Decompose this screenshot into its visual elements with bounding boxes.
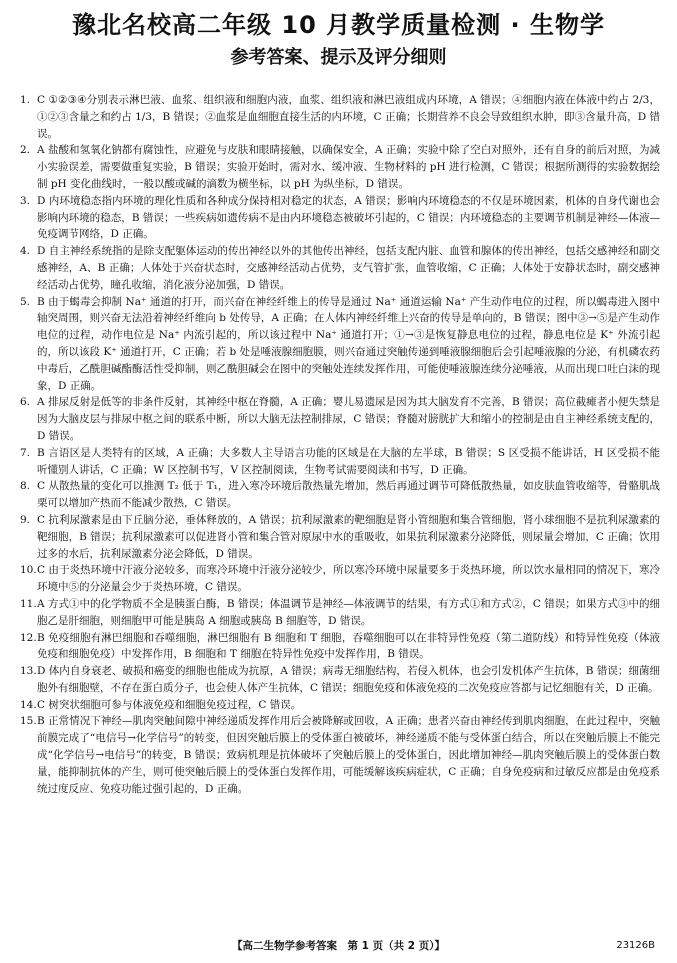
answer-text: C 抗利尿激素是由下丘脑分泌，垂体释放的，A 错误；抗利尿激素的靶细胞是肾小管细胞和集合管细胞，肾小球细胞不是抗利尿激素的靶细胞，B 错误；抗利尿激素可以促进肾小管和集合管对原尿中水的重吸收，如果抗利尿激素分泌降低，则尿量会增加，C 正确；饮用过多的水后，抗利尿激素分泌会降低，D 错误。 [37,513,660,560]
page-footer [0,938,677,954]
answer-text: A 排尿反射是低等的非条件反射，其神经中枢在脊髓，A 正确；婴儿易遗尿是因为其大脑发育不完善，B 错误；高位截瘫者小便失禁是因为大脑皮层与排尿中枢之间的联系中断，所以大脑无法控制排尿，C 错误；脊髓对膀胱扩大和缩小的控制是由自主神经系统支配的，D 错误。 [37,396,660,442]
answer-text: C 树突状细胞可参与体液免疫和细胞免疫过程，C 错误。 [37,698,302,711]
answer-text: C 由于炎热环境中汗液分泌较多，而寒冷环境中汗液分泌较少，所以寒冷环境中尿量要多于炎热环境，所以饮水量相同的情况下，寒冷环境中⑤的分泌量会少于炎热环境，C 错误。 [37,564,660,594]
answer-item-2 [20,142,660,192]
footer-code: 23126B [616,940,655,951]
answer-number: 10. [20,564,37,577]
answer-item-13 [20,663,660,697]
answer-number: 5. [20,295,31,308]
answer-item-7 [20,445,660,479]
answer-item-14 [20,697,660,714]
answer-number: 4. [20,245,31,258]
answer-item-12 [20,630,660,664]
answer-text: D 体内自身衰老、破损和癌变的细胞也能成为抗原，A 错误；病毒无细胞结构，若侵入机体，也会引发机体产生抗体，B 错误；细菌细胞外有细胞壁，不存在蛋白质分子，也会使人体产生抗体，C 错误；细胞免疫和体液免疫的二次免疫应答都与记忆细胞有关，D 正确。 [37,665,660,694]
answer-item-3 [20,193,660,243]
answer-number: 2. [20,144,31,157]
answer-item-1 [20,92,660,142]
answer-item-4 [20,243,660,293]
answer-text: B 正常情况下神经—肌肉突触间隙中神经递质发挥作用后会被降解或回收，A 正确；患者兴奋由神经传到肌肉细胞，在此过程中，突触前膜完成了“电信号→化学信号”的转变，但因突触后膜上的受体蛋白被破坏，神经递质不能与受体蛋白结合，所以在突触后膜上不能完成“化学信号→电信号”的转变，B 错误；致病机理是抗体破坏了突触后膜上的受体蛋白，因此增加神经—肌肉突触后膜上的受体蛋白数量，能抑制抗体的产生，则可使突触后膜上的受体蛋白发挥作用，可能缓解该疾病症状，C 正确；自身免疫病和过敏反应都是由免疫系统过度反应、免疫功能过强引起的，D 正确。 [37,715,660,795]
answer-text: A 方式①中的化学物质不全是胰蛋白酶，B 错误；体温调节是神经—体液调节的结果，有方式①和方式②，C 错误；如果方式③中的细胞乙是肝细胞，则细胞甲可能是胰岛 A 细胞或胰岛 B 细胞等，D 错误。 [37,597,660,627]
answer-list [20,92,660,797]
answer-number: 11. [20,597,37,610]
answer-number: 3. [20,194,31,207]
answer-number: 7. [20,446,31,459]
answer-number: 6. [20,396,31,409]
answer-number: 14. [20,698,37,711]
answer-text: B 由于蝎毒会抑制 Na⁺ 通道的打开，而兴奋在神经纤维上的传导是通过 Na⁺ 通道运输 Na⁺ 产生动作电位的过程，所以蝎毒进入图中轴突周围，则兴奋无法沿着神经纤维向 b 处传导，A 正确；在人体内神经纤维上兴奋的传导是单向的，B 错误；图中③→⑤是产生动作电位的过程，动作电位是 Na⁺ 内流引起的，所以该过程中 Na⁺ 通道打开；①→③是恢复静息电位的过程，静息电位是 K⁺ 外流引起的，所以该段 K⁺ 通道打开，C 正确；若 b 处是唾液腺细胞膜，则兴奋通过突触传递到唾液腺细胞后会引起唾液腺的分泌，有机磷农药中毒后，乙酰胆碱酯酶活性受抑制，则乙酰胆碱会在图中的突触处连续发挥作用，可能使唾液腺连续分泌唾液，从而出现口吐白沫的现象，D 正确。 [37,295,660,392]
answer-number: 8. [20,480,31,493]
answer-item-9 [20,512,660,562]
answer-item-5 [20,294,660,395]
answer-number: 12. [20,631,37,644]
page-subtitle: 参考答案、提示及评分细则 [230,47,447,68]
answer-number: 15. [20,715,37,728]
answer-item-8 [20,478,660,512]
answer-number: 1. [20,94,31,106]
answer-text: A 盐酸和氢氧化钠都有腐蚀性，应避免与皮肤和眼睛接触，以确保安全，A 正确；实验中除了空白对照外，还有自身的前后对照，为减小实验误差，需要做重复实验，B 错误；实验开始时，需对水、缓冲液、生物材料的 pH 进行检测，C 错误；根据所测得的实验数据绘制 pH 变化曲线时，一般以酸或碱的滴数为横坐标，以 pH 为纵坐标，D 错误。 [37,144,660,190]
footer-page-info: 【高二生物学参考答案 第 1 页（共 2 页）】 [232,940,445,952]
answer-item-15 [20,713,660,797]
answer-item-10 [20,562,660,596]
answer-text: D 自主神经系统指的是除支配躯体运动的传出神经以外的其他传出神经，包括支配内脏、血管和腺体的传出神经，包括交感神经和副交感神经，A、B 正确；人体处于兴奋状态时，交感神经活动占优势，支气管扩张，血管收缩，C 正确；人体处于安静状态时，副交感神经活动占优势，瞳孔收缩，消化液分泌加强，D 错误。 [37,245,660,291]
answer-text: D 内环境稳态指内环境的理化性质和各种成分保持相对稳定的状态，A 错误；影响内环境稳态的不仅是环境因素，机体的自身代谢也会影响内环境的稳态，B 错误；一些疾病如遗传病不是由内环境稳态被破坏引起的，C 错误；内环境稳态的主要调节机制是神经—体液—免疫调节网络，D 正确。 [37,194,660,241]
answer-item-11 [20,596,660,630]
answer-text: B 免疫细胞有淋巴细胞和吞噬细胞，淋巴细胞有 B 细胞和 T 细胞，吞噬细胞可以在非特异性免疫（第二道防线）和特异性免疫（体液免疫和细胞免疫）中发挥作用，B 细胞和 T 细胞在特异性免疫中发挥作用，B 错误。 [37,631,660,661]
page-title: 豫北名校高二年级 10 月教学质量检测 · 生物学 [72,11,605,39]
answer-text: C ①②③④分别表示淋巴液、血浆、组织液和细胞内液，血浆、组织液和淋巴液组成内环境，A 错误；④细胞内液在体液中约占 2/3，①②③含量之和约占 1/3，B 错误；②血浆是血细胞直接生活的内环境，C 正确；长期营养不良会导致组织水肿，即③含量升高，D 错误。 [37,94,660,140]
answer-text: B 言语区是人类特有的区域，A 正确；大多数人主导语言功能的区域是在大脑的左半球，B 错误；S 区受损不能讲话，H 区受损不能听懂别人讲话，C 正确；W 区控制书写，V 区控制阅读，生物考试需要阅读和书写，D 正确。 [37,446,660,476]
answer-item-6 [20,394,660,444]
answer-number: 9. [20,513,31,526]
answer-number: 13. [20,665,37,678]
answer-text: C 从散热量的变化可以推测 T₂ 低于 T₁，进入寒冷环境后散热量先增加，然后再通过调节可降低散热量，如皮肤血管收缩等，骨骼肌战栗可以增加产热而不能减少散热，C 错误。 [37,480,660,510]
